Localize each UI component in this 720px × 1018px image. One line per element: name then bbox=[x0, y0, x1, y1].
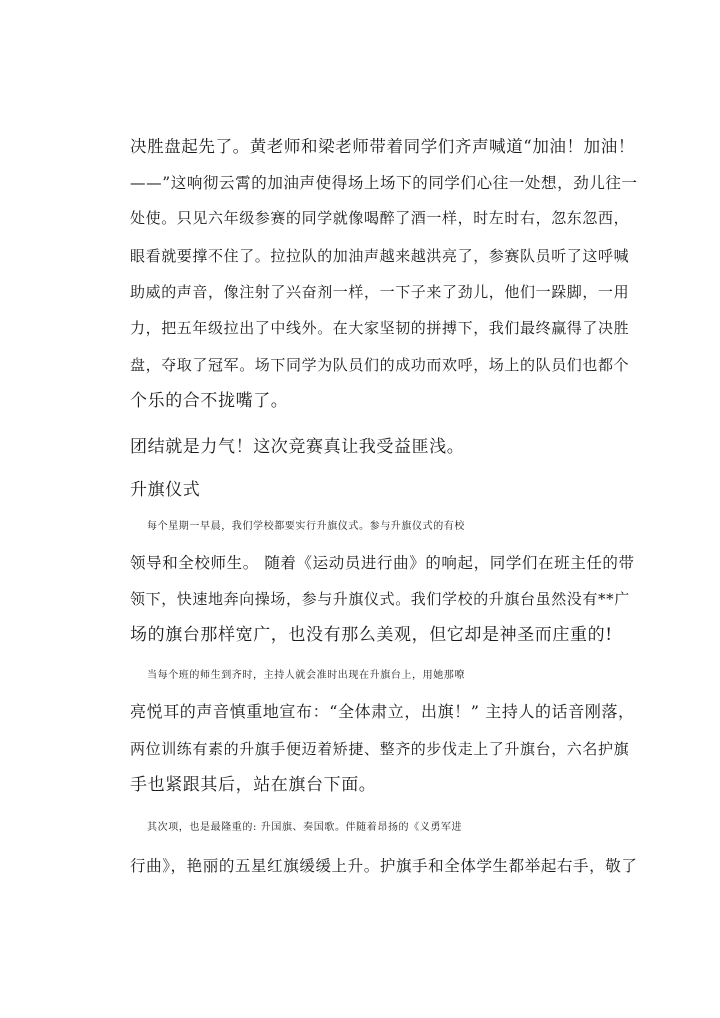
text-line-19: 其次项，也是最隆重的: 升国旗、奏国歌。伴随着昂扬的《义勇军进 bbox=[147, 822, 463, 833]
text-line-5: 助威的声音，像注射了兴奋剂一样，一下子来了劲儿，他们一跺脚，一用 bbox=[130, 283, 630, 301]
text-line-8: 个乐的合不拢嘴了。 bbox=[130, 391, 289, 411]
text-line-7: 盘，夺取了冠军。场下同学为队员们的成功而欢呼，场上的队员们也都个 bbox=[130, 356, 630, 374]
text-line-16: 亮悦耳的声音慎重地宣布：“全体肃立，出旗！” 主持人的话音刚落， bbox=[130, 702, 635, 721]
text-line-9: 团结就是力气！这次竞赛真让我受益匪浅。 bbox=[130, 437, 465, 457]
text-line-3: 处使。只见六年级参赛的同学就像喝醉了酒一样，时左时右，忽东忽西， bbox=[130, 209, 630, 227]
text-line-4: 眼看就要撑不住了。拉拉队的加油声越来越洪亮了，参赛队员听了这呼喊 bbox=[130, 247, 630, 265]
section-heading: 升旗仪式 bbox=[130, 480, 201, 500]
text-line-14: 场的旗台那样宽广，也没有那么美观，但它却是神圣而庄重的! bbox=[130, 625, 613, 645]
text-line-12: 领导和全校师生。 随着《运动员进行曲》的响起，同学们在班主任的带 bbox=[130, 554, 635, 572]
text-line-17: 两位训练有素的升旗手便迈着矫捷、整齐的步伐走上了升旗台，六名护旗 bbox=[130, 740, 630, 758]
text-line-6: 力，把五年级拉出了中线外。在大家坚韧的拼搏下，我们最终赢得了决胜 bbox=[130, 319, 630, 337]
text-line-15: 当每个班的师生到齐时，主持人就会准时出现在升旗台上，用她那嘹 bbox=[147, 670, 465, 681]
text-line-13: 领下，快速地奔向操场，参与升旗仪式。我们学校的升旗台虽然没有**广 bbox=[130, 590, 630, 608]
text-line-20: 行曲》，艳丽的五星红旗缓缓上升。护旗手和全体学生都举起右手，敬了 bbox=[130, 857, 638, 875]
text-line-2: ——”这响彻云霄的加油声使得场上场下的同学们心往一处想，劲儿往一 bbox=[130, 174, 638, 192]
text-line-11: 每个星期一早晨，我们学校都要实行升旗仪式。参与升旗仪式的有校 bbox=[147, 521, 465, 532]
text-line-18: 手也紧跟其后，站在旗台下面。 bbox=[130, 775, 377, 795]
text-line-1: 决胜盘起先了。黄老师和梁老师带着同学们齐声喊道“加油！加油！ bbox=[130, 137, 635, 156]
